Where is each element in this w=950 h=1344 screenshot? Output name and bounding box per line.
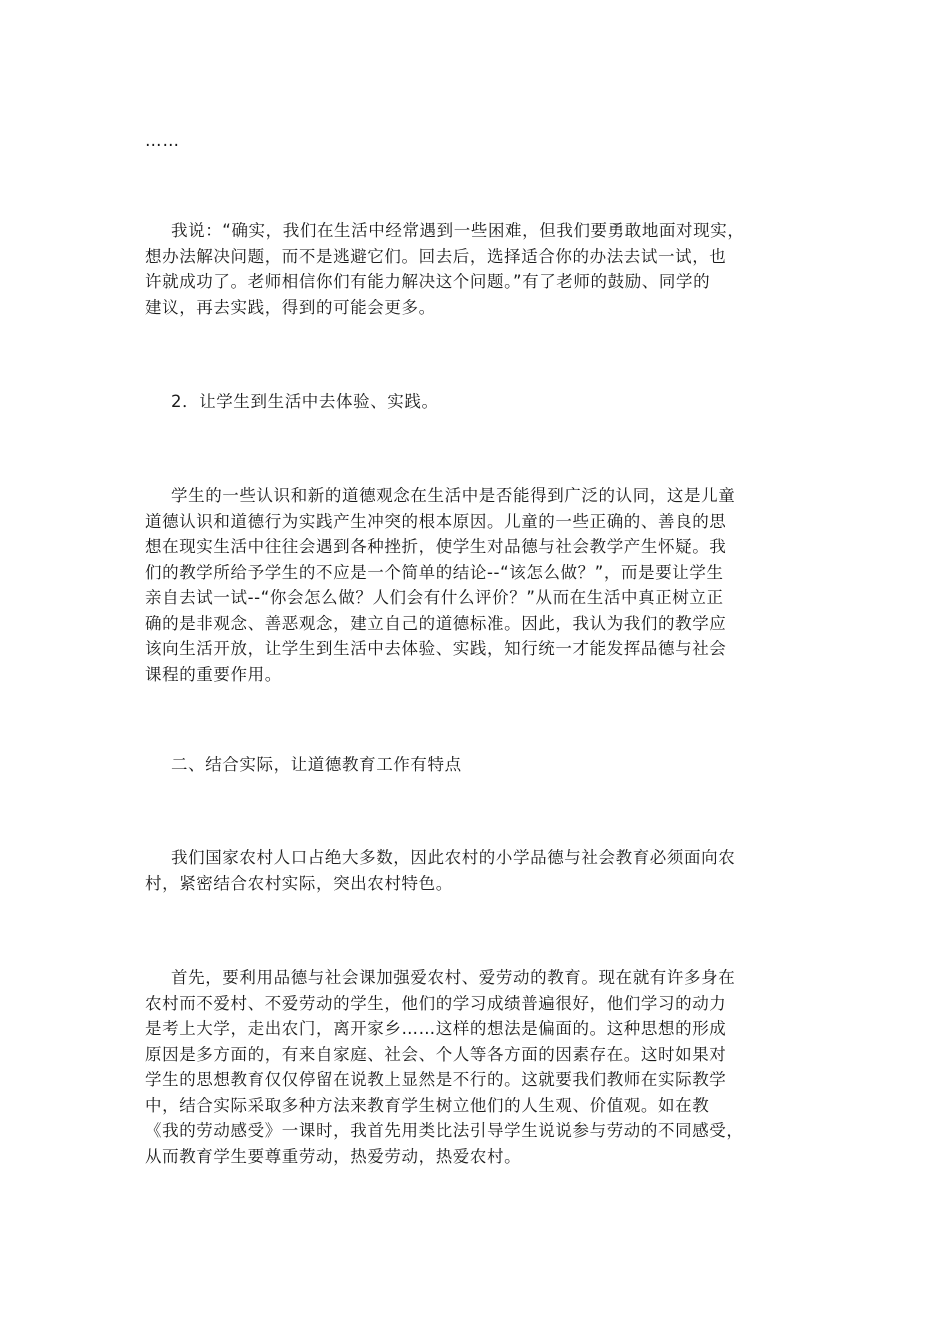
paragraph-line: 中，结合实际采取多种方法来教育学生树立他们的人生观、价值观。如在教	[145, 1095, 710, 1115]
heading-text: 二、结合实际，让道德教育工作有特点	[171, 755, 462, 774]
paragraph-moral-conflict	[145, 483, 805, 687]
paragraph-line: 想办法解决问题，而不是逃避它们。回去后，选择适合你的办法去试一试，也	[145, 246, 727, 266]
paragraph-line: 我们国家农村人口占绝大多数，因此农村的小学品德与社会教育必须面向农	[171, 848, 736, 867]
paragraph-line: 建议，再去实践，得到的可能会更多。	[145, 297, 436, 317]
paragraph-line: 亲自去试一试--“你会怎么做？人们会有什么评价？”从而在生活中真正树立正	[145, 588, 724, 607]
paragraph-line: 村，紧密结合农村实际，突出农村特色。	[145, 873, 453, 893]
paragraph-line: 道德认识和道德行为实践产生冲突的根本原因。儿童的一些正确的、善良的思	[145, 511, 727, 531]
paragraph-line: 农村而不爱村、不爱劳动的学生，他们的学习成绩普遍很好，他们学习的动力	[145, 993, 727, 1013]
section-heading-rural	[145, 752, 805, 778]
paragraph-line: 《我的劳动感受》一课时，我首先用类比法引导学生说说参与劳动的不同感受，	[145, 1121, 744, 1140]
paragraph-rural-intro	[145, 845, 805, 896]
paragraph-line: 许就成功了。老师相信你们有能力解决这个问题。”有了老师的鼓励、同学的	[145, 272, 711, 291]
section-heading-practice	[145, 389, 805, 415]
paragraph-line: 从而教育学生要尊重劳动，热爱劳动，热爱农村。	[145, 1146, 522, 1166]
paragraph-labor-education	[145, 965, 805, 1169]
paragraph-line: 我说：“确实，我们在生活中经常遇到一些困难，但我们要勇敢地面对现实，	[171, 221, 745, 240]
paragraph-line: 是考上大学，走出农门，离开家乡……这样的想法是偏面的。这种思想的形成	[145, 1019, 727, 1038]
paragraph-line: 们的教学所给予学生的不应是一个简单的结论--“该怎么做？”，而是要让学生	[145, 562, 724, 582]
paragraph-line: 课程的重要作用。	[145, 664, 282, 684]
paragraph-line: 想在现实生活中往往会遇到各种挫折，使学生对品德与社会教学产生怀疑。我	[145, 537, 727, 556]
paragraph-line: 学生的思想教育仅仅停留在说教上显然是不行的。这就要我们教师在实际教学	[145, 1070, 727, 1089]
paragraph-line: 首先，要利用品德与社会课加强爱农村、爱劳动的教育。现在就有许多身在	[171, 968, 736, 987]
paragraph-line: 确的是非观念、善恶观念，建立自己的道德标准。因此，我认为我们的教学应	[145, 613, 727, 633]
heading-text: 2．让学生到生活中去体验、实践。	[171, 392, 439, 411]
paragraph-line: 原因是多方面的，有来自家庭、社会、个人等各方面的因素存在。这时如果对	[145, 1044, 727, 1064]
paragraph-line: 该向生活开放，让学生到生活中去体验、实践，知行统一才能发挥品德与社会	[145, 639, 727, 658]
paragraph-line: 学生的一些认识和新的道德观念在生活中是否能得到广泛的认同，这是儿童	[171, 486, 736, 505]
paragraph-teacher-quote	[145, 218, 805, 320]
ellipsis-text: ……	[145, 131, 180, 150]
